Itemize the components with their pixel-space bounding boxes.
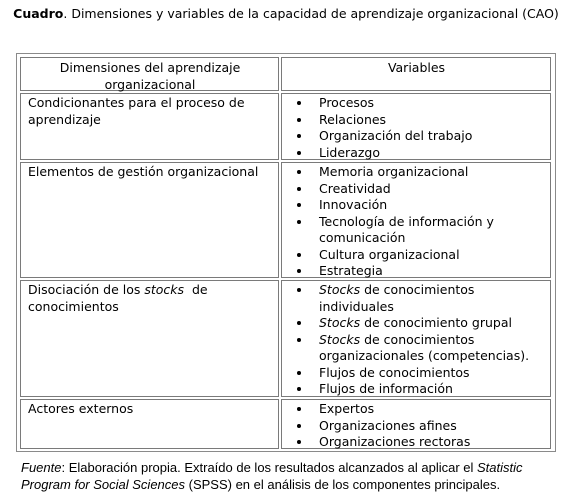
item-italic: Stocks [319,315,361,330]
dimension-cell: Elementos de gestión organizacional [20,162,279,278]
list-item: Flujos de información [289,381,544,398]
source-label: Fuente [21,460,62,475]
list-item: Cultura organizacional [289,247,544,264]
list-item: Creatividad [289,181,544,198]
list-item: Organizaciones rectoras [289,434,544,451]
source-note [21,459,566,493]
variables-cell [281,162,551,278]
header-dimensions: Dimensiones del aprendizaje organizacional [20,57,279,91]
variables-list [289,401,544,451]
item-text: de conocimientos individuales [319,282,475,314]
item-text: de conocimiento grupal [360,315,512,330]
variables-cell [281,399,551,449]
list-item: Liderazgo [289,145,544,162]
caption-text: . Dimensiones y variables de la capacidad de aprendizaje organizacional (CAO) [63,6,559,21]
list-item: Relaciones [289,112,544,129]
list-item: Tecnología de información y comunicación [289,214,544,247]
source-italic: Statistic Program for Social Sciences [21,460,523,492]
variables-cell [281,93,551,160]
list-item: Organizaciones afines [289,418,544,435]
list-item [289,315,544,332]
list-item: Expertos [289,401,544,418]
cao-table [16,53,556,452]
item-text: de conocimientos organizacionales (competencias). [319,331,530,363]
dimension-cell: Actores externos [20,399,279,449]
header-variables: Variables [281,57,551,91]
variables-list [289,164,544,280]
table-caption [0,6,572,22]
variables-list [289,282,544,398]
list-item [289,332,544,365]
list-item: Organización del trabajo [289,128,544,145]
list-item: Procesos [289,95,544,112]
dimension-italic: stocks [144,282,185,297]
item-italic: Stocks [319,331,361,347]
item-italic: Stocks [319,282,361,297]
list-item: Memoria organizacional [289,164,544,181]
source-text: : Elaboración propia. Extraído de los resultados alcanzados al aplicar el [61,460,478,475]
dimension-cell [20,280,279,397]
caption-label: Cuadro [13,6,64,21]
variables-list [289,95,544,161]
variables-cell [281,280,551,397]
source-text: (SPSS) en el análisis de los componentes principales. [185,477,501,492]
list-item: Innovación [289,197,544,214]
dimension-cell: Condicionantes para el proceso de aprendizaje [20,93,279,160]
dimension-text: Disociación de los [28,282,145,297]
dimension-text: de conocimientos [28,282,212,314]
list-item: Estrategia [289,263,544,280]
list-item: Flujos de conocimientos [289,365,544,382]
list-item [289,282,544,315]
